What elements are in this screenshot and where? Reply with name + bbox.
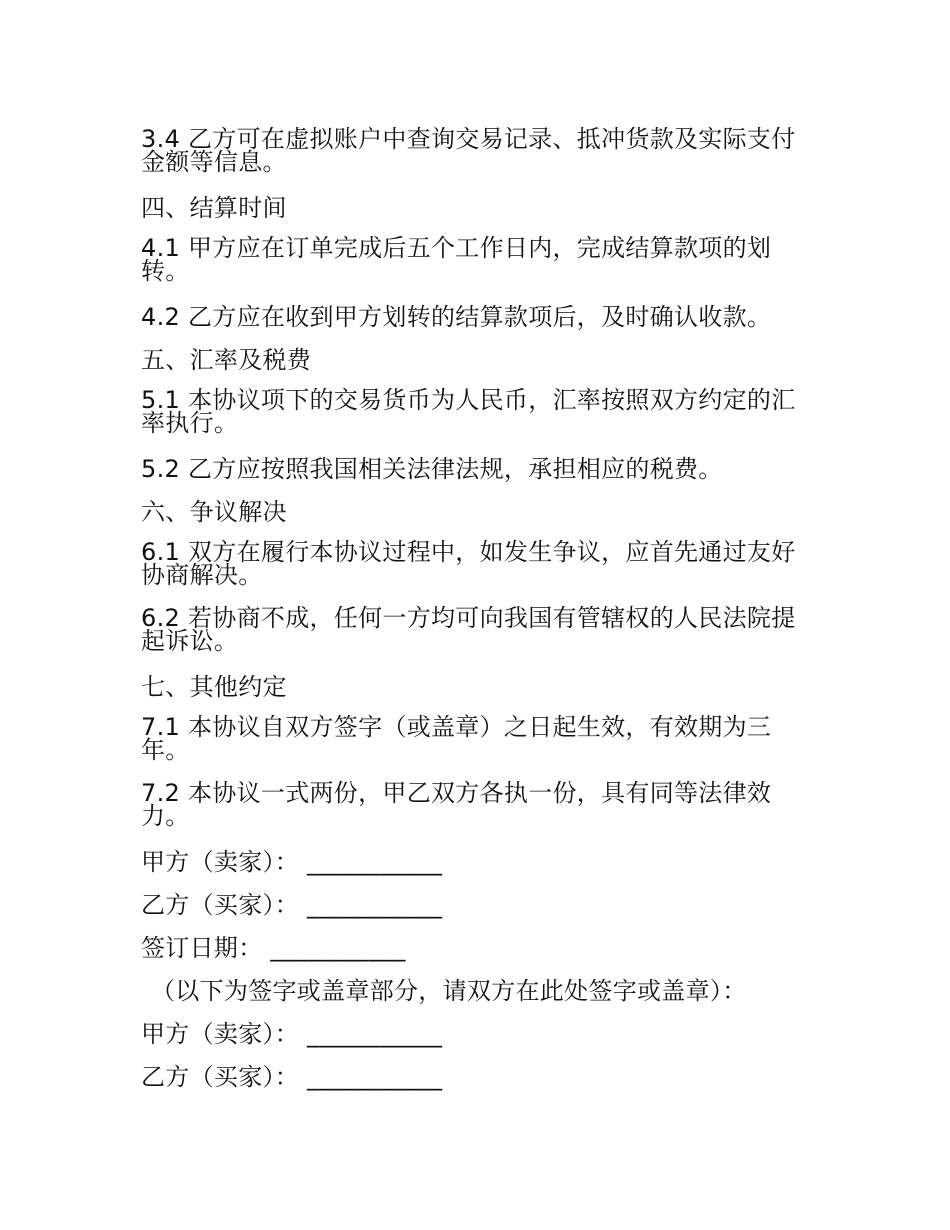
document-body — [141, 125, 809, 1106]
section-heading-exchange-rate-tax: 五、汇率及税费 — [141, 346, 312, 374]
party-b-signature-line: 乙方（买家）： ___________ — [141, 891, 443, 919]
signing-date-line: 签订日期： ___________ — [141, 934, 406, 962]
clause-6-2: 6.2 若协商不成，任何一方均可向我国有管辖权的人民法院提起诉讼。 — [141, 604, 796, 655]
clause-3-4: 3.4 乙方可在虚拟账户中查询交易记录、抵冲货款及实际支付金额等信息。 — [141, 125, 796, 176]
clause-7-1: 7.1 本协议自双方签字（或盖章）之日起生效，有效期为三年。 — [141, 713, 772, 764]
clause-4-1: 4.1 甲方应在订单完成后五个工作日内，完成结算款项的划转。 — [141, 234, 772, 285]
clause-5-2: 5.2 乙方应按照我国相关法律法规，承担相应的税费。 — [141, 455, 723, 483]
clause-7-2: 7.2 本协议一式两份，甲乙双方各执一份，具有同等法律效力。 — [141, 779, 772, 830]
party-b-signature-line-second: 乙方（买家）： ___________ — [141, 1063, 443, 1091]
party-a-signature-line-second: 甲方（卖家）： ___________ — [141, 1020, 443, 1048]
signature-instruction-note: （以下为签字或盖章部分，请双方在此处签字或盖章）： — [151, 977, 747, 1005]
clause-6-1: 6.1 双方在履行本协议过程中，如发生争议，应首先通过友好协商解决。 — [141, 538, 796, 589]
party-a-signature-line: 甲方（卖家）： ___________ — [141, 848, 443, 876]
section-heading-settlement-time: 四、结算时间 — [141, 194, 287, 222]
clause-4-2: 4.2 乙方应在收到甲方划转的结算款项后，及时确认收款。 — [141, 303, 772, 331]
section-heading-other-terms: 七、其他约定 — [141, 673, 287, 701]
section-heading-dispute-resolution: 六、争议解决 — [141, 498, 287, 526]
clause-5-1: 5.1 本协议项下的交易货币为人民币，汇率按照双方约定的汇率执行。 — [141, 386, 796, 437]
